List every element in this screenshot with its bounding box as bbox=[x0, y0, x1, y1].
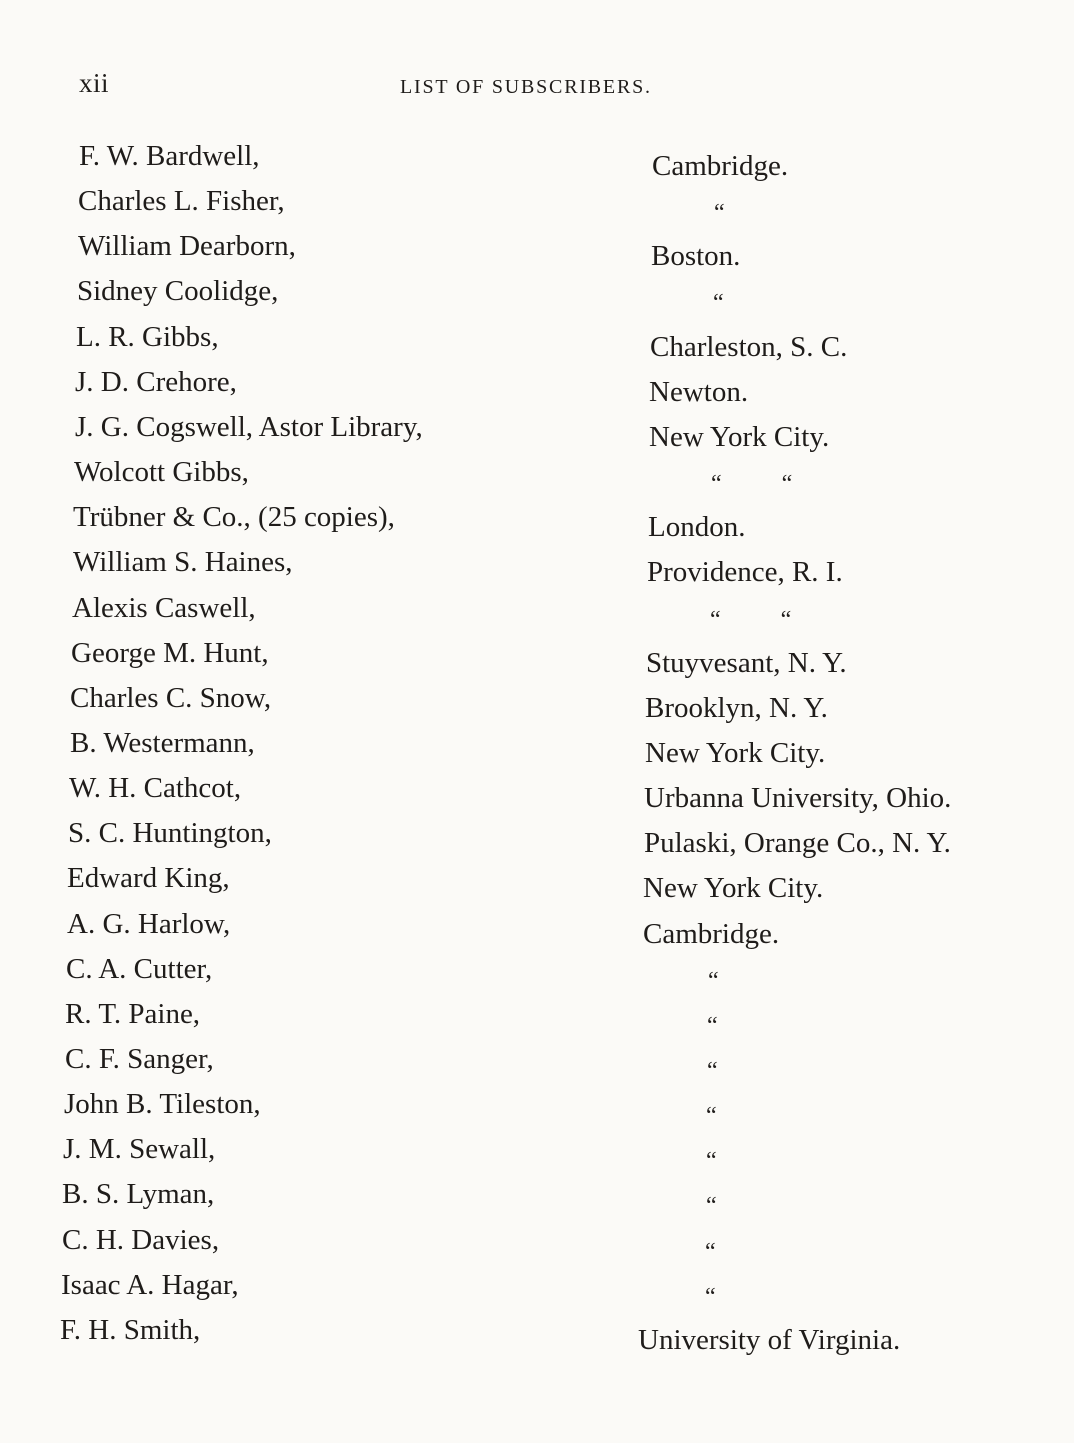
subscriber-name: Trübner & Co., (25 copies), bbox=[73, 501, 395, 534]
subscriber-place: “ bbox=[705, 1238, 716, 1265]
subscriber-name: J. M. Sewall, bbox=[63, 1133, 216, 1166]
subscriber-place: “ bbox=[706, 1148, 717, 1175]
subscriber-name: Sidney Coolidge, bbox=[77, 275, 279, 308]
subscriber-place: Pulaski, Orange Co., N. Y. bbox=[644, 827, 951, 860]
subscriber-place: Boston. bbox=[651, 240, 741, 273]
subscriber-name: R. T. Paine, bbox=[65, 997, 201, 1030]
subscriber-place: “ bbox=[706, 1103, 717, 1130]
subscriber-name: George M. Hunt, bbox=[71, 636, 269, 669]
subscriber-place: London. bbox=[648, 511, 746, 544]
subscriber-place: “ bbox=[714, 200, 725, 227]
subscriber-place: Providence, R. I. bbox=[647, 556, 843, 589]
subscriber-place: Charleston, S. C. bbox=[650, 330, 848, 363]
subscriber-name: L. R. Gibbs, bbox=[76, 320, 219, 353]
subscriber-place: Brooklyn, N. Y. bbox=[645, 691, 828, 724]
subscriber-name: F. H. Smith, bbox=[60, 1313, 201, 1346]
subscriber-place: “ bbox=[708, 967, 719, 994]
subscriber-place: New York City. bbox=[643, 872, 824, 905]
subscriber-name: Edward King, bbox=[67, 862, 230, 895]
subscriber-name: W. H. Cathcot, bbox=[69, 772, 242, 805]
subscriber-name: B. S. Lyman, bbox=[62, 1178, 215, 1211]
subscriber-name: J. G. Cogswell, Astor Library, bbox=[75, 410, 423, 443]
subscriber-name: C. H. Davies, bbox=[62, 1223, 220, 1256]
subscriber-name: F. W. Bardwell, bbox=[79, 140, 260, 172]
subscriber-place: “ “ bbox=[710, 606, 792, 633]
subscriber-name: Charles C. Snow, bbox=[70, 681, 272, 714]
subscriber-place: Newton. bbox=[649, 375, 749, 408]
subscriber-name: Wolcott Gibbs, bbox=[74, 456, 249, 489]
subscriber-place: Cambridge. bbox=[652, 150, 789, 182]
subscriber-name: J. D. Crehore, bbox=[75, 365, 237, 398]
subscriber-name: Alexis Caswell, bbox=[72, 591, 256, 624]
subscriber-place: “ bbox=[707, 1012, 718, 1039]
subscriber-name: C. F. Sanger, bbox=[65, 1043, 214, 1075]
subscriber-name: C. A. Cutter, bbox=[66, 952, 213, 985]
subscriber-place: “ bbox=[706, 1193, 717, 1220]
subscriber-place: New York City. bbox=[645, 736, 826, 769]
subscriber-name: Isaac A. Hagar, bbox=[61, 1268, 239, 1301]
page-number: xii bbox=[79, 68, 110, 98]
running-title: LIST OF SUBSCRIBERS. bbox=[400, 76, 652, 98]
subscriber-name: B. Westermann, bbox=[70, 726, 255, 759]
subscriber-place: “ “ bbox=[711, 471, 793, 498]
subscriber-name: William S. Haines, bbox=[73, 546, 293, 579]
subscriber-place: “ bbox=[713, 290, 724, 317]
subscriber-name: Charles L. Fisher, bbox=[78, 185, 285, 218]
subscriber-place: Stuyvesant, N. Y. bbox=[646, 646, 847, 679]
subscriber-place: Urbanna University, Ohio. bbox=[644, 782, 952, 815]
subscriber-place: New York City. bbox=[649, 420, 830, 453]
subscriber-name: John B. Tileston, bbox=[64, 1088, 261, 1121]
subscriber-place: “ bbox=[707, 1058, 718, 1084]
subscriber-place: University of Virginia. bbox=[638, 1323, 901, 1356]
subscriber-name: S. C. Huntington, bbox=[68, 817, 272, 850]
subscriber-place: Cambridge. bbox=[643, 917, 780, 950]
subscriber-place: “ bbox=[705, 1283, 716, 1310]
subscriber-name: A. G. Harlow, bbox=[67, 907, 231, 940]
subscriber-name: William Dearborn, bbox=[78, 230, 296, 263]
